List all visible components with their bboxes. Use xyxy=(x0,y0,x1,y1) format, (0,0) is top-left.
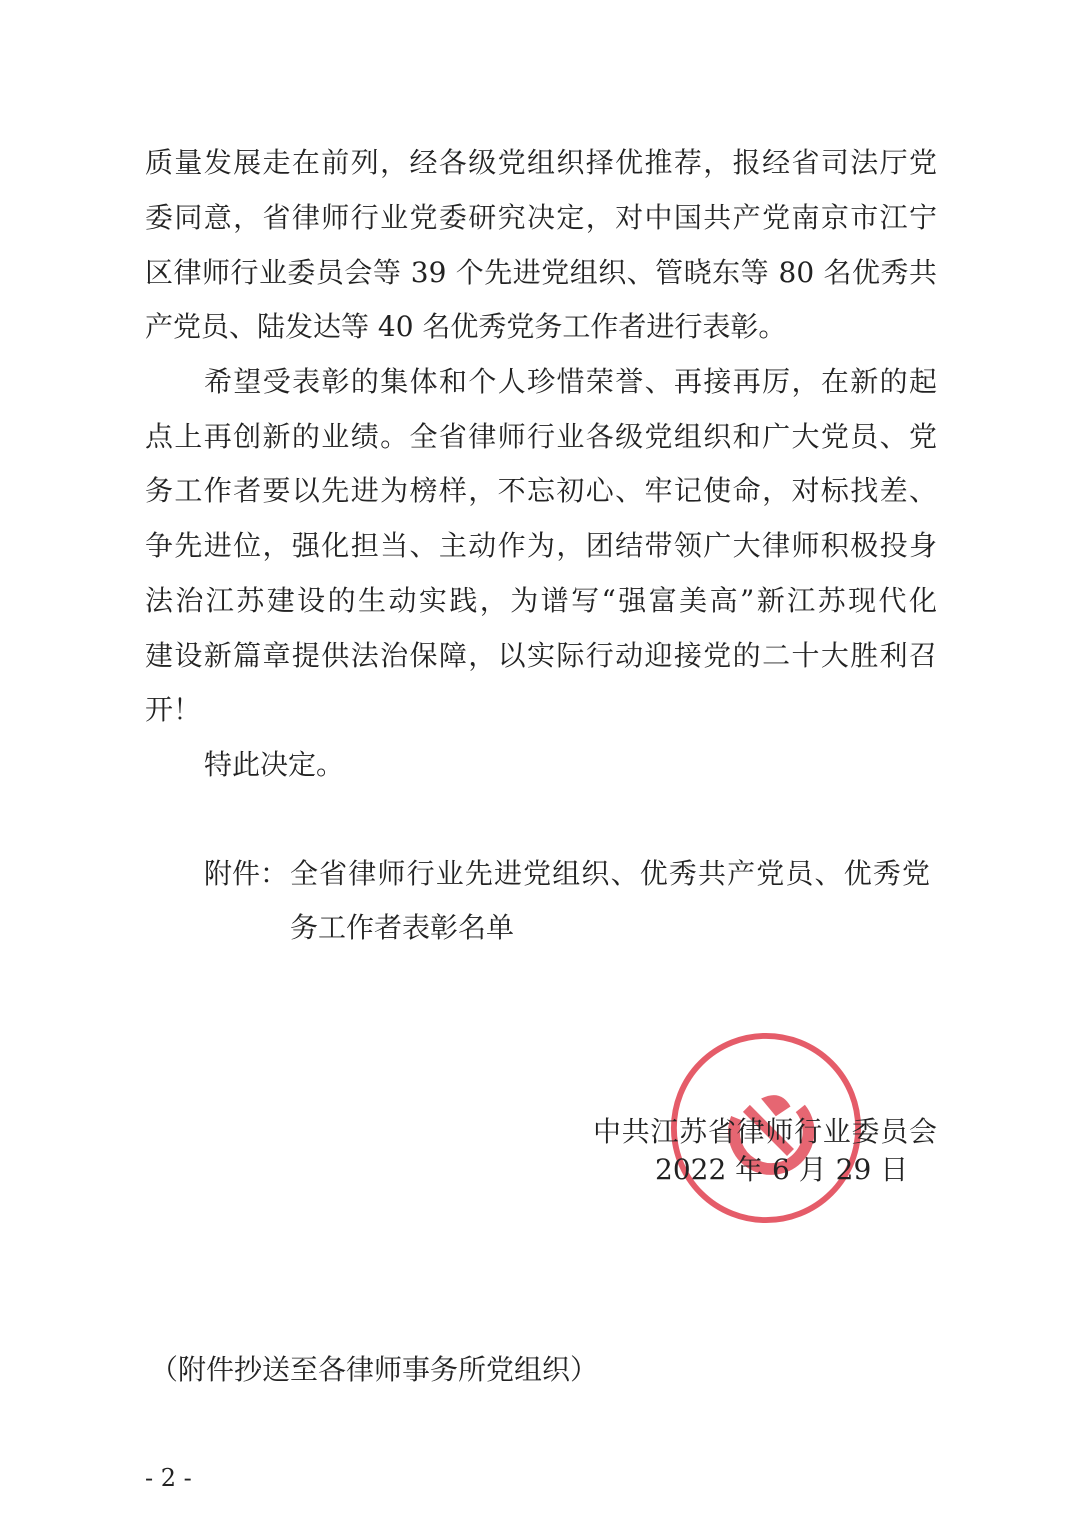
body-line: 建设新篇章提供法治保障，以实际行动迎接党的二十大胜利召 xyxy=(145,639,937,672)
closing-line: 特此决定。 xyxy=(204,748,345,781)
body-line: 法治江苏建设的生动实践，为谱写“强富美高”新江苏现代化 xyxy=(145,584,937,617)
attachment-title: 全省律师行业先进党组织、优秀共产党员、优秀党 xyxy=(290,857,930,890)
body-line: 产党员、陆发达等 40 名优秀党务工作者进行表彰。 xyxy=(145,310,787,343)
signature-org: 中共江苏省律师行业委员会 xyxy=(593,1115,937,1148)
attachment-label: 附件： xyxy=(204,857,289,890)
body-line: 希望受表彰的集体和个人珍惜荣誉、再接再厉，在新的起 xyxy=(204,365,937,398)
body-line: 争先进位，强化担当、主动作为，团结带领广大律师积极投身 xyxy=(145,529,937,562)
attachment-title-cont: 务工作者表彰名单 xyxy=(290,911,515,944)
body-line: 务工作者要以先进为榜样，不忘初心、牢记使命，对标找差、 xyxy=(145,474,937,507)
body-line: 委同意，省律师行业党委研究决定，对中国共产党南京市江宁 xyxy=(145,201,937,234)
body-line: 点上再创新的业绩。全省律师行业各级党组织和广大党员、党 xyxy=(145,420,937,453)
signature-date: 2022 年 6 月 29 日 xyxy=(655,1153,909,1186)
body-line: 开！ xyxy=(145,693,202,726)
page-number: - 2 - xyxy=(145,1464,192,1492)
body-line: 区律师行业委员会等 39 个先进党组织、管晓东等 80 名优秀共 xyxy=(145,256,937,289)
cc-note: （附件抄送至各律师事务所党组织） xyxy=(150,1353,599,1386)
body-line: 质量发展走在前列，经各级党组织择优推荐，报经省司法厅党 xyxy=(145,146,937,179)
